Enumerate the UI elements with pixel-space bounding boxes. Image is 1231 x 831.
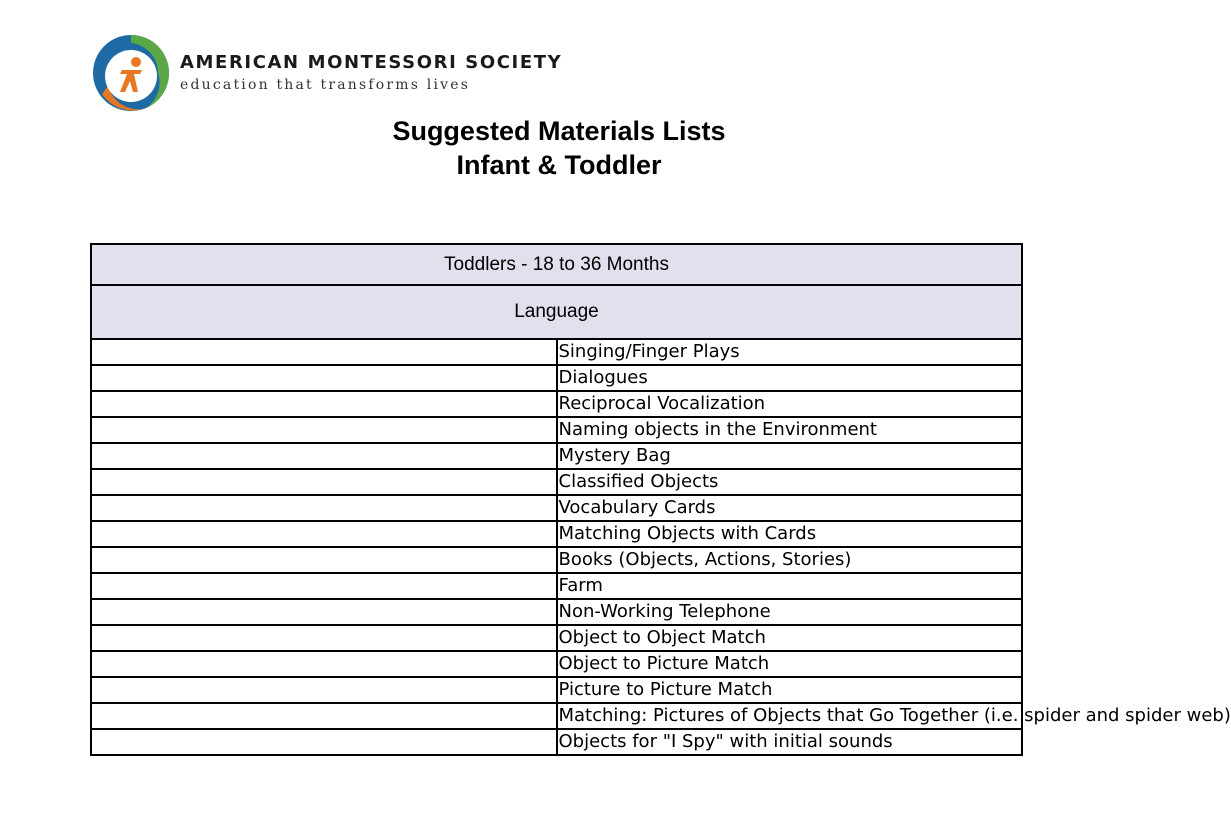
material-item: Reciprocal Vocalization [557, 391, 1023, 417]
category-header: Language [91, 285, 1022, 339]
material-item: Dialogues [557, 365, 1023, 391]
table-row [91, 573, 1022, 599]
table-cell-blank [91, 625, 557, 651]
table-cell-blank [91, 729, 557, 755]
ams-logo-icon [92, 34, 170, 112]
table-row [91, 443, 1022, 469]
material-item: Picture to Picture Match [557, 677, 1023, 703]
material-item: Classified Objects [557, 469, 1023, 495]
category-header-row [91, 285, 1022, 339]
material-item: Books (Objects, Actions, Stories) [557, 547, 1023, 573]
material-item: Farm [557, 573, 1023, 599]
table-cell-blank [91, 495, 557, 521]
table-row [91, 365, 1022, 391]
table-cell-blank [91, 677, 557, 703]
material-item: Object to Picture Match [557, 651, 1023, 677]
table-row [91, 495, 1022, 521]
table-cell-blank [91, 599, 557, 625]
material-item: Naming objects in the Environment [557, 417, 1023, 443]
table-cell-blank [91, 365, 557, 391]
material-item: Non-Working Telephone [557, 599, 1023, 625]
material-item: Objects for "I Spy" with initial sounds [557, 729, 1023, 755]
table-cell-blank [91, 469, 557, 495]
table-row [91, 677, 1022, 703]
materials-table [90, 243, 1231, 756]
material-item: Object to Object Match [557, 625, 1023, 651]
material-item: Matching: Pictures of Objects that Go Together (i.e. spider and spider web) [557, 703, 1023, 729]
material-item: Singing/Finger Plays [557, 339, 1023, 365]
material-item: Mystery Bag [557, 443, 1023, 469]
table-cell-blank [91, 547, 557, 573]
material-item: Vocabulary Cards [557, 495, 1023, 521]
table-cell-blank [91, 443, 557, 469]
table-row [91, 547, 1022, 573]
table-row [91, 521, 1022, 547]
page-title: Suggested Materials Lists [392, 116, 726, 146]
table-row [91, 651, 1022, 677]
table-row [91, 417, 1022, 443]
table-row [91, 339, 1022, 365]
table-cell-blank [91, 651, 557, 677]
table-row [91, 625, 1022, 651]
table-row [91, 703, 1022, 729]
table-cell-blank [91, 339, 557, 365]
table-row [91, 599, 1022, 625]
table-cell-blank [91, 573, 557, 599]
org-name: AMERICAN MONTESSORI SOCIETY [180, 52, 563, 73]
age-group-header: Toddlers - 18 to 36 Months [91, 244, 1022, 285]
table-cell-blank [91, 521, 557, 547]
material-item: Matching Objects with Cards [557, 521, 1023, 547]
org-tagline: education that transforms lives [180, 77, 471, 93]
table-cell-blank [91, 417, 557, 443]
page-subtitle: Infant & Toddler [456, 150, 662, 180]
table-row [91, 729, 1022, 755]
table-row [91, 391, 1022, 417]
age-group-header-row [91, 244, 1022, 285]
table-cell-blank [91, 703, 557, 729]
table-row [91, 469, 1022, 495]
table-cell-blank [91, 391, 557, 417]
